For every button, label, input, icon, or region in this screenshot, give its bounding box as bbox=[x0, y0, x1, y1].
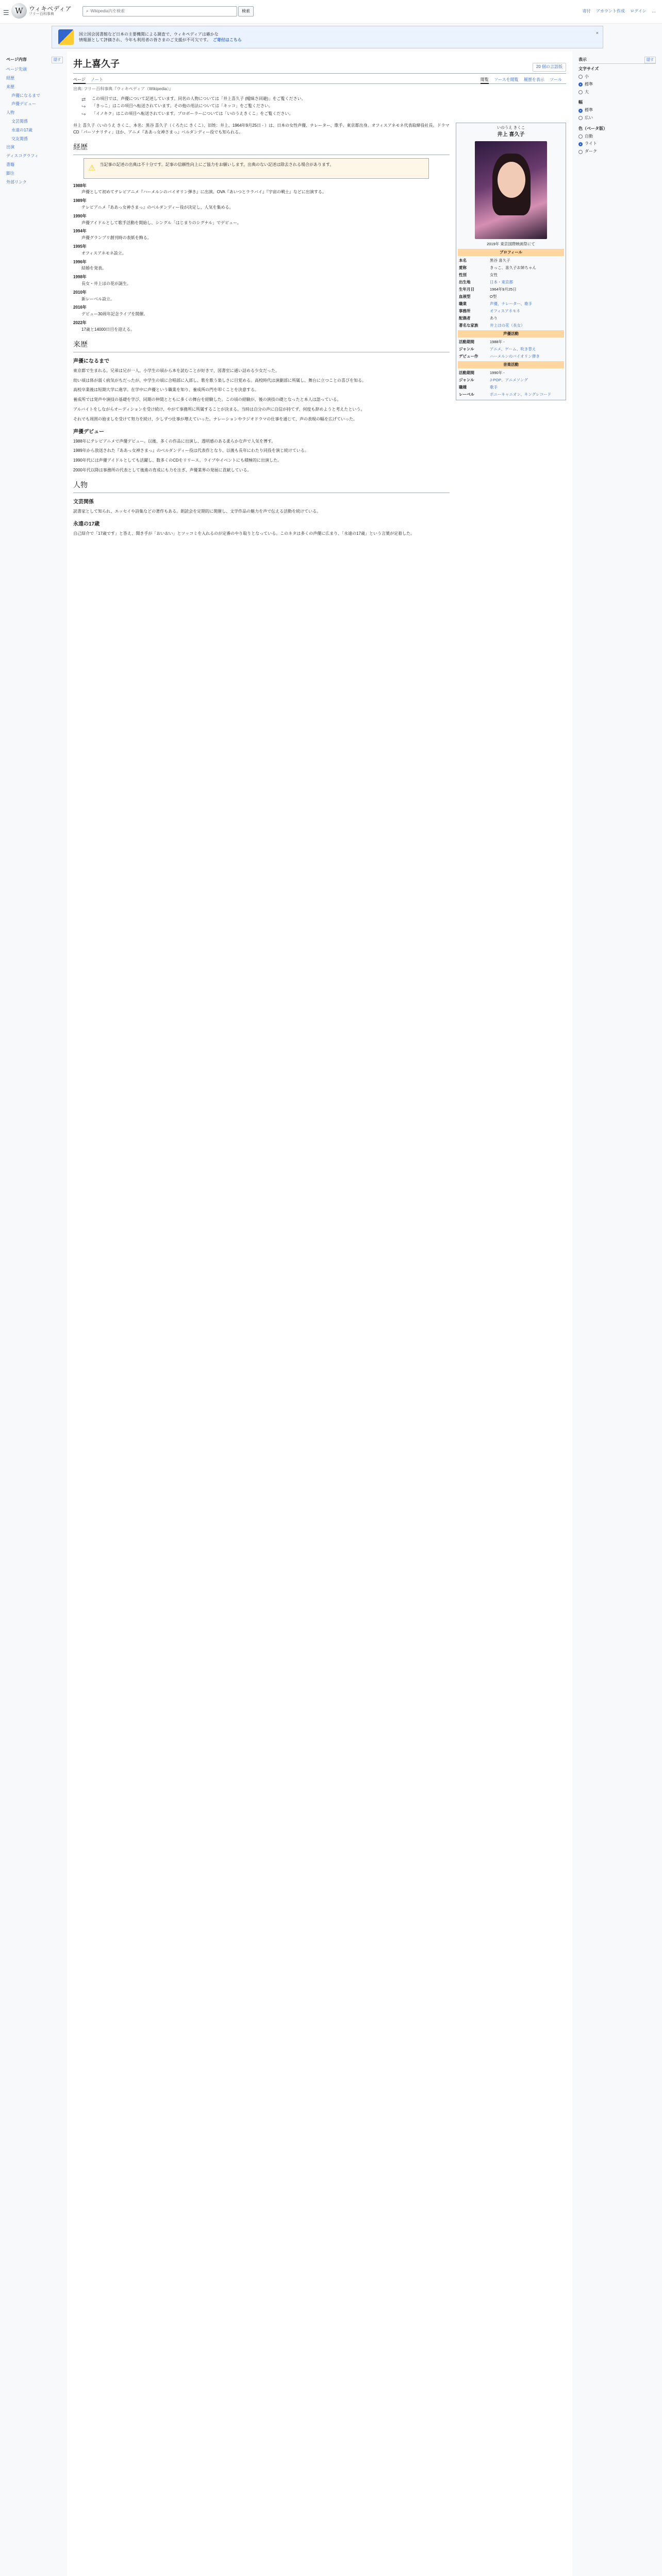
color-auto[interactable] bbox=[578, 133, 656, 140]
infobox-value[interactable]: 井上ほの花（長女） bbox=[490, 323, 525, 328]
subsection-heading: 声優デビュー bbox=[73, 429, 104, 435]
hatnote bbox=[81, 103, 566, 110]
close-icon[interactable]: × bbox=[595, 30, 599, 36]
radio-icon bbox=[578, 150, 583, 154]
tab-history[interactable]: 履歴を表示 bbox=[523, 77, 544, 82]
infobox-key: 生年月日 bbox=[459, 286, 474, 292]
toc-subitem-literature[interactable]: 文芸関係 bbox=[11, 118, 28, 124]
option-label: ダーク bbox=[585, 149, 597, 154]
voice-table bbox=[458, 338, 564, 360]
width-standard[interactable] bbox=[578, 107, 656, 114]
toc-item-discography[interactable]: ディスコグラフィ bbox=[6, 154, 39, 159]
profile-table bbox=[458, 257, 564, 329]
infobox-value: O型 bbox=[490, 294, 497, 299]
career-year: 2016年 bbox=[73, 305, 87, 310]
infobox-key: 職業 bbox=[459, 301, 467, 306]
infobox-value[interactable]: アニメ、ゲーム、吹き替え bbox=[490, 346, 536, 351]
redirect-icon: ↪ bbox=[81, 112, 86, 118]
toc-item-appearances[interactable]: 出演 bbox=[6, 145, 14, 150]
login-link[interactable]: ログイン bbox=[630, 9, 647, 13]
career-event: 結婚を発表。 bbox=[81, 266, 106, 271]
infobox-value: 1990年 - bbox=[490, 370, 505, 375]
appearance-title: 表示 bbox=[578, 57, 587, 62]
portrait-photo[interactable] bbox=[475, 141, 547, 239]
infobox-value[interactable]: 日本・東京都 bbox=[490, 279, 513, 284]
radio-icon bbox=[578, 116, 583, 120]
infobox-key: 職種 bbox=[459, 384, 467, 389]
career-year: 1995年 bbox=[73, 244, 87, 249]
photo-caption: 2019年 東京国際映画祭にて bbox=[487, 241, 535, 246]
search-icon: ⌕ bbox=[86, 8, 89, 13]
toc-item-history[interactable]: 来歴 bbox=[6, 84, 14, 89]
option-label: 標準 bbox=[585, 108, 593, 113]
banner-text-2: 情報源として評価され、今年も利用者の皆さまのご支援が不可欠です。 bbox=[79, 38, 211, 42]
radio-icon bbox=[578, 75, 583, 79]
infobox-value: きっこ、喜久子お姉ちゃん bbox=[490, 265, 536, 270]
wikipedia-logo[interactable] bbox=[11, 3, 71, 19]
infobox-key: 血液型 bbox=[459, 294, 471, 299]
section-heading-career: 経歴 bbox=[73, 142, 450, 155]
hatnote-text: 「イノキク」はこの項目へ転送されています。プロボーラーについては「いのうえきくこ」をご覧ください。 bbox=[92, 111, 293, 116]
option-label: 自動 bbox=[585, 133, 593, 139]
infobox-value: 1964年9月25日 bbox=[490, 286, 517, 292]
donate-link[interactable]: 寄付 bbox=[582, 9, 591, 13]
infobox-value[interactable]: オフィスアネモネ bbox=[490, 308, 520, 313]
career-event: 17歳と14000日目を迎える。 bbox=[81, 327, 135, 332]
career-year: 1998年 bbox=[73, 275, 87, 280]
paragraph: 幼い頃は体が弱く病気がちだったが、中学生の頃に合唱部に入部し、歌を歌う楽しさに目覚める。高校時代は演劇部に所属し、舞台に立つことの喜びを知る。 bbox=[73, 378, 366, 383]
article-source: 出典: フリー百科事典『ウィキペディア（Wikipedia）』 bbox=[73, 86, 173, 91]
language-button[interactable]: 20 個の言語版 bbox=[533, 63, 566, 72]
infobox-kana: いのうえ きくこ bbox=[496, 125, 525, 130]
infobox-key: レーベル bbox=[459, 392, 474, 397]
citation-notice bbox=[84, 158, 429, 179]
toc-subitem-before-debut[interactable]: 声優になるまで bbox=[11, 93, 40, 98]
career-year: 2010年 bbox=[73, 290, 87, 295]
search-placeholder: Wikipedia内を検索 bbox=[90, 8, 125, 13]
subsection-heading: 文芸関係 bbox=[73, 499, 94, 505]
infobox bbox=[456, 123, 566, 400]
photo-face bbox=[498, 162, 525, 198]
toc-subitem-friends[interactable]: 交友関係 bbox=[11, 136, 28, 141]
disambiguation-icon: ⇄ bbox=[81, 96, 86, 103]
text-size-label: 文字サイズ bbox=[578, 66, 599, 72]
tab-page[interactable]: ページ bbox=[73, 77, 86, 84]
subsection-heading: 永遠の17歳 bbox=[73, 521, 100, 528]
toc-hide-button[interactable]: 隠す bbox=[52, 57, 63, 63]
career-event: デビュー30周年記念ライブを開催。 bbox=[81, 312, 148, 317]
infobox-value[interactable]: J-POP、アニメソング bbox=[490, 377, 528, 382]
paragraph: 東京都で生まれる。兄弟は兄が一人。小学生の頃から本を読むことが好きで、図書室に通い詰める少女だった。 bbox=[73, 368, 279, 373]
create-account-link[interactable]: アカウント作成 bbox=[596, 9, 625, 13]
tab-talk[interactable]: ノート bbox=[91, 77, 103, 82]
career-list bbox=[73, 183, 450, 333]
infobox-key: 活動期間 bbox=[459, 370, 474, 375]
paragraph: 2000年代以降は事務所の代表として後進の育成にも力を注ぎ、声優業界の発展に貢献している。 bbox=[73, 468, 252, 473]
hatnote-text: この項目では、声優について記述しています。同名の人物については「井上喜久子 (曖昧さ回避)」をご覧ください。 bbox=[92, 96, 306, 101]
tab-view-source[interactable]: ソースを閲覧 bbox=[494, 77, 519, 82]
article-content bbox=[67, 52, 572, 2576]
infobox-value[interactable]: ハーメルンのバイオリン弾き bbox=[490, 353, 540, 359]
banner-image bbox=[58, 29, 74, 45]
globe-icon: W bbox=[11, 3, 27, 19]
subsection-heading: 声優になるまで bbox=[73, 358, 109, 364]
infobox-key: 本名 bbox=[459, 258, 467, 263]
logo-subtitle: フリー百科事典 bbox=[29, 12, 54, 16]
fundraising-banner bbox=[52, 26, 603, 48]
lead-paragraph: 井上 喜久子（いのうえ きくこ、本名：黒谷 喜久子（くろたに きくこ）、旧姓：井上、1964年9月25日 - ）は、日本の女性声優、ナレーター、歌手。東京都出身。オフィスアネモネ代表取締役社長。ドラマCD「パーソナリティ」ほか、アニメ『ああっ女神さまっ』ベルダンディー役でも知られる。 bbox=[73, 123, 450, 134]
music-table bbox=[458, 369, 564, 398]
career-year: 1988年 bbox=[73, 183, 87, 188]
infobox-value[interactable]: ポニーキャニオン、キングレコード bbox=[490, 392, 552, 397]
color-light[interactable] bbox=[578, 141, 656, 147]
infobox-header-voice: 声優活動 bbox=[458, 330, 564, 337]
option-label: 標準 bbox=[585, 81, 593, 87]
color-dark[interactable] bbox=[578, 148, 656, 155]
paragraph: 自己紹介で「17歳です」と答え、聞き手が「おいおい」とツッコミを入れるのが定番のやり取りとなっている。このネタは多くの声優に広まり、「永遠の17歳」という言葉が定着した。 bbox=[73, 531, 415, 536]
career-event: 声優として初めてテレビアニメ『ハーメルンのバイオリン弾き』に出演。OVA『あいつとララバイ』『宇宙の戦士』などに出演する。 bbox=[81, 190, 326, 195]
radio-selected-icon bbox=[578, 82, 583, 87]
infobox-key: 愛称 bbox=[459, 265, 467, 270]
text-size-standard[interactable] bbox=[578, 81, 656, 88]
career-event: オフィスアネモネ設立。 bbox=[81, 250, 126, 256]
tab-tools[interactable]: ツール bbox=[550, 77, 562, 82]
search-button[interactable]: 検索 bbox=[238, 6, 254, 16]
appearance-hide-button[interactable]: 隠す bbox=[644, 57, 656, 63]
toc-subitem-debut[interactable]: 声優デビュー bbox=[11, 101, 36, 107]
toc-item-top[interactable]: ページ先頭 bbox=[6, 67, 27, 72]
main-menu-icon[interactable]: ☰ bbox=[3, 9, 9, 16]
site-header bbox=[0, 0, 662, 24]
infobox-key: 出生地 bbox=[459, 279, 471, 284]
toc-sidebar bbox=[6, 57, 63, 187]
toc-item-external-links[interactable]: 外部リンク bbox=[6, 179, 27, 184]
width-label: 幅 bbox=[578, 100, 583, 105]
toc-item-books[interactable]: 書籍 bbox=[6, 162, 14, 167]
donate-banner-link[interactable]: ご寄付はこちら bbox=[212, 38, 242, 42]
user-links bbox=[578, 8, 656, 15]
paragraph: 高校卒業後は短期大学に進学。在学中に声優という職業を知り、養成所の門を叩くことを決意する。 bbox=[73, 387, 259, 393]
paragraph: 1988年にテレビアニメで声優デビュー。以後、多くの作品に出演し、透明感のある柔らかな声で人気を博す。 bbox=[73, 438, 276, 444]
paragraph: 1989年から放送された『ああっ女神さまっ』のベルダンディー役は代表作となり、以後も長年にわたり同役を演じ続けている。 bbox=[73, 448, 309, 453]
infobox-key: 配偶者 bbox=[459, 315, 471, 320]
toc-item-career[interactable]: 経歴 bbox=[6, 75, 14, 80]
logo-title: ウィキペディア bbox=[29, 5, 72, 12]
career-event: 新レーベル設立。 bbox=[81, 296, 114, 301]
hatnote-text: 「きっこ」はこの項目へ転送されています。その他の用法については「キッコ」をご覧ください。 bbox=[92, 104, 273, 109]
paragraph: それでも周囲の励ましを受けて努力を続け、少しずつ仕事が増えていった。ナレーションやラジオドラマの仕事を通じて、声の表現の幅を広げていった。 bbox=[73, 416, 358, 421]
infobox-value: 女性 bbox=[490, 272, 498, 277]
page-title: 井上喜久子 bbox=[73, 59, 120, 69]
citation-notice-text: 当記事の記述の出典は不十分です。記事の信頼性向上にご協力をお願いします。出典のない記述は除去される場合があります。 bbox=[100, 162, 334, 167]
color-label: 色（ベータ版） bbox=[578, 126, 607, 131]
career-year: 1989年 bbox=[73, 198, 87, 204]
radio-selected-icon bbox=[578, 109, 583, 113]
text-size-large[interactable] bbox=[578, 89, 656, 96]
search-input[interactable] bbox=[82, 6, 237, 16]
option-label: 広い bbox=[585, 115, 593, 120]
paragraph: 養成所では発声や演技の基礎を学び、同期の仲間とともに多くの舞台を経験した。この頃の経験が、後の演技の礎となったと本人は語っている。 bbox=[73, 397, 341, 402]
infobox-value: 黒谷 喜久子 bbox=[490, 258, 510, 263]
infobox-value[interactable]: 声優、ナレーター、歌手 bbox=[490, 301, 533, 306]
infobox-key: ジャンル bbox=[459, 346, 474, 351]
radio-icon bbox=[578, 134, 583, 139]
toc-subitem-eternal17[interactable]: 永遠の17歳 bbox=[11, 127, 32, 132]
toc-item-notes[interactable]: 脚注 bbox=[6, 171, 14, 176]
text-size-small[interactable] bbox=[578, 74, 656, 80]
career-year: 1994年 bbox=[73, 229, 87, 234]
tab-read[interactable]: 閲覧 bbox=[481, 77, 489, 84]
hatnote bbox=[81, 111, 566, 117]
infobox-key: 活動期間 bbox=[459, 339, 474, 344]
infobox-header-profile: プロフィール bbox=[458, 249, 564, 256]
career-event: 声優グランプリ創刊時の表紙を飾る。 bbox=[81, 235, 152, 241]
banner-text-1: 国立国会図書館など日本の主要機関による調査で、ウィキペディアは確かな bbox=[79, 31, 219, 37]
infobox-key: 著名な家族 bbox=[459, 323, 478, 328]
option-label: ライト bbox=[585, 141, 597, 146]
toc-title: ページ内容 bbox=[6, 57, 27, 62]
infobox-value: あり bbox=[490, 315, 498, 320]
hatnote bbox=[81, 96, 566, 103]
infobox-key: デビュー作 bbox=[459, 353, 478, 359]
option-label: 大 bbox=[585, 89, 589, 94]
section-heading-person: 人物 bbox=[73, 480, 450, 493]
paragraph: アルバイトをしながらオーディションを受け続け、やがて事務所に所属することが決まる。当時は自分の声に自信が持てず、何度も辞めようと考えたという。 bbox=[73, 407, 365, 412]
career-year: 1996年 bbox=[73, 259, 87, 264]
radio-selected-icon bbox=[578, 142, 583, 146]
infobox-value[interactable]: 歌手 bbox=[490, 384, 498, 389]
appearance-panel bbox=[578, 57, 656, 159]
infobox-value: 1988年 - bbox=[490, 339, 505, 344]
infobox-key: ジャンル bbox=[459, 377, 474, 382]
redirect-icon: ↪ bbox=[81, 104, 86, 110]
career-year: 1990年 bbox=[73, 213, 87, 218]
section-heading-history: 来歴 bbox=[73, 340, 450, 352]
warning-icon: ⚠ bbox=[88, 163, 96, 173]
career-event: 長女・井上ほの花が誕生。 bbox=[81, 281, 131, 286]
radio-icon bbox=[578, 90, 583, 94]
page-tabs bbox=[73, 75, 566, 84]
career-year: 2022年 bbox=[73, 320, 87, 325]
infobox-name: 井上 喜久子 bbox=[497, 131, 525, 138]
infobox-header-music: 音楽活動 bbox=[458, 361, 564, 368]
more-options-icon[interactable]: … bbox=[652, 9, 656, 13]
paragraph: 読書家として知られ、エッセイや詩集などの著作もある。朗読会を定期的に開催し、文学作品の魅力を声で伝える活動を続けている。 bbox=[73, 509, 321, 514]
infobox-key: 性別 bbox=[459, 272, 467, 277]
career-event: テレビアニメ『ああっ女神さまっ』のベルダンディー役が決定し、人気を集める。 bbox=[81, 205, 234, 210]
career-event: 声優アイドルとして歌手活動を開始し、シングル「はじまりのシグナル」でデビュー。 bbox=[81, 220, 241, 225]
toc-item-person[interactable]: 人物 bbox=[6, 110, 14, 115]
width-wide[interactable] bbox=[578, 115, 656, 122]
paragraph: 1990年代には声優アイドルとしても活躍し、数多くのCDをリリース。ライブやイベントにも積極的に出演した。 bbox=[73, 458, 282, 463]
infobox-key: 事務所 bbox=[459, 308, 471, 313]
option-label: 小 bbox=[585, 74, 589, 79]
